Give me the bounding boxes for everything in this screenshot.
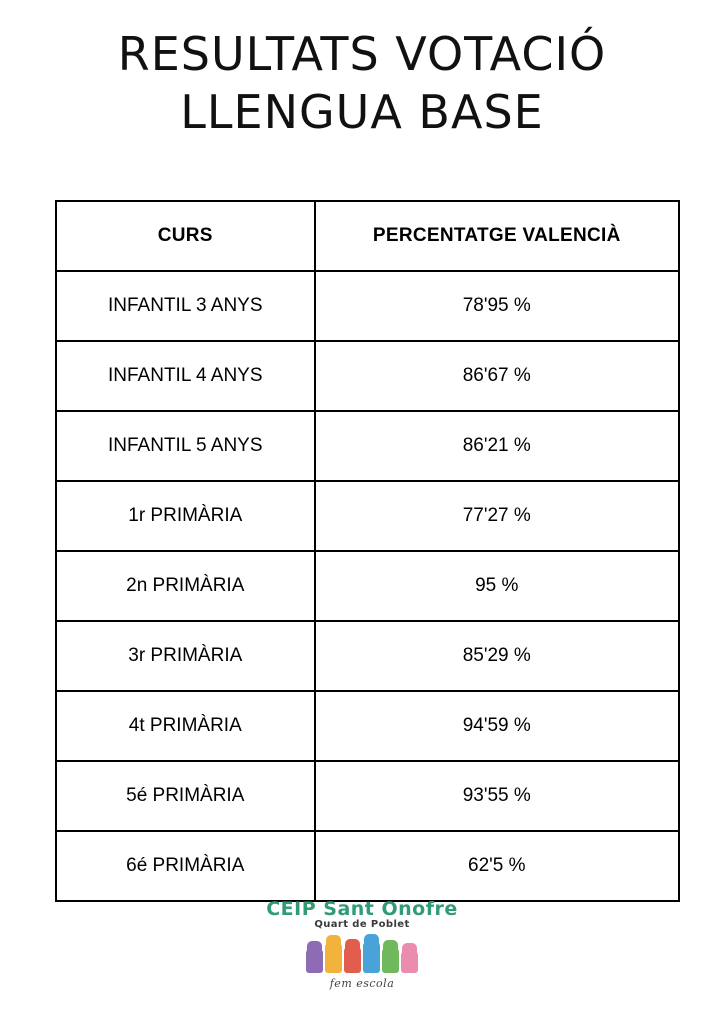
page-title [0, 0, 724, 141]
table-row [56, 761, 679, 831]
logo-school-locality: Quart de Poblet [314, 919, 410, 930]
hand-icon-1 [306, 949, 323, 973]
cell-percent: 62'5 % [315, 831, 679, 901]
table-row [56, 621, 679, 691]
hand-icon-4 [363, 942, 380, 973]
title-line-1: RESULTATS VOTACIÓ [117, 27, 607, 81]
table-row [56, 551, 679, 621]
cell-course: 2n PRIMÀRIA [56, 551, 315, 621]
cell-percent: 95 % [315, 551, 679, 621]
cell-percent: 93'55 % [315, 761, 679, 831]
cell-percent: 86'67 % [315, 341, 679, 411]
cell-course: 1r PRIMÀRIA [56, 481, 315, 551]
table-row [56, 341, 679, 411]
table-row [56, 691, 679, 761]
column-header-percentatge: PERCENTATGE VALENCIÀ [315, 201, 679, 271]
results-table [55, 200, 680, 902]
cell-percent: 77'27 % [315, 481, 679, 551]
table-row [56, 271, 679, 341]
table-header-row [56, 201, 679, 271]
logo-motto: fem escola [329, 977, 395, 990]
table-row [56, 411, 679, 481]
cell-percent: 85'29 % [315, 621, 679, 691]
table-row [56, 481, 679, 551]
cell-course: 4t PRIMÀRIA [56, 691, 315, 761]
logo-school-name: CEIP Sant Onofre [266, 898, 458, 920]
hand-icon-3 [344, 947, 361, 973]
cell-course: INFANTIL 5 ANYS [56, 411, 315, 481]
table-row [56, 831, 679, 901]
hand-icon-5 [382, 948, 399, 973]
column-header-curs: CURS [56, 201, 315, 271]
title-line-2: LLENGUA BASE [180, 84, 544, 139]
cell-course: INFANTIL 4 ANYS [56, 341, 315, 411]
cell-percent: 78'95 % [315, 271, 679, 341]
cell-percent: 86'21 % [315, 411, 679, 481]
school-logo [0, 898, 724, 990]
cell-course: 6é PRIMÀRIA [56, 831, 315, 901]
cell-course: 5é PRIMÀRIA [56, 761, 315, 831]
results-table-container [55, 200, 680, 902]
cell-course: INFANTIL 3 ANYS [56, 271, 315, 341]
cell-course: 3r PRIMÀRIA [56, 621, 315, 691]
hands-icon [306, 933, 418, 973]
cell-percent: 94'59 % [315, 691, 679, 761]
hand-icon-2 [325, 943, 342, 973]
hand-icon-6 [401, 951, 418, 973]
